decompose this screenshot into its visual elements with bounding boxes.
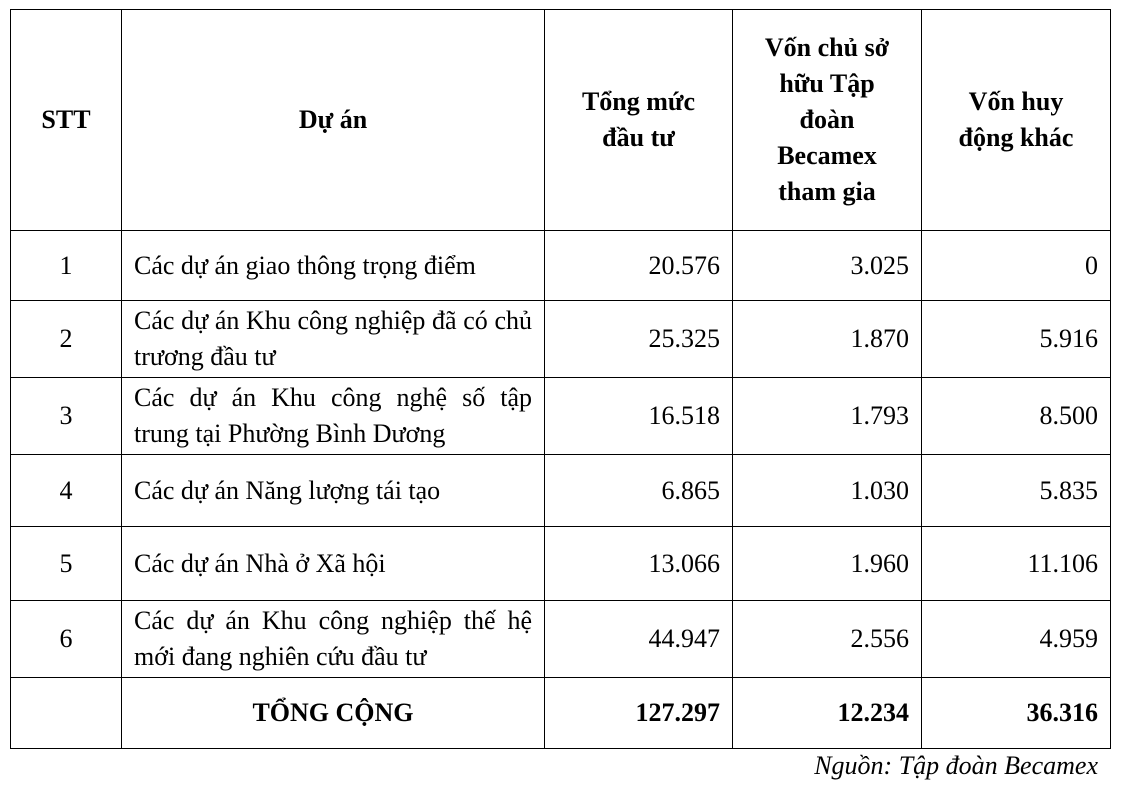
header-stt: STT [11,10,122,231]
cell-stt-empty [11,678,122,749]
cell-becamex-equity: 2.556 [733,601,922,678]
total-investment-sum: 127.297 [545,678,733,749]
cell-project: Các dự án Khu công nghiệp đã có chủ trương đầu tư [122,301,545,378]
header-total-investment: Tổng mức đầu tư [545,10,733,231]
cell-stt: 3 [11,378,122,455]
cell-total-investment: 6.865 [545,455,733,527]
table-row [11,231,1111,301]
investment-table [10,9,1111,749]
cell-stt: 2 [11,301,122,378]
table-row [11,455,1111,527]
cell-becamex-equity: 1.030 [733,455,922,527]
cell-other-capital: 11.106 [922,527,1111,601]
cell-becamex-equity: 1.793 [733,378,922,455]
table-row [11,601,1111,678]
table-header-row [11,10,1111,231]
cell-project: Các dự án giao thông trọng điểm [122,231,545,301]
total-other-sum: 36.316 [922,678,1111,749]
total-label: TỔNG CỘNG [122,678,545,749]
cell-becamex-equity: 3.025 [733,231,922,301]
cell-project: Các dự án Năng lượng tái tạo [122,455,545,527]
source-note: Nguồn: Tập đoàn Becamex [814,751,1098,780]
cell-other-capital: 8.500 [922,378,1111,455]
cell-total-investment: 16.518 [545,378,733,455]
cell-total-investment: 25.325 [545,301,733,378]
cell-becamex-equity: 1.870 [733,301,922,378]
table-row [11,527,1111,601]
cell-project: Các dự án Nhà ở Xã hội [122,527,545,601]
table-row [11,378,1111,455]
table-total-row [11,678,1111,749]
cell-other-capital: 4.959 [922,601,1111,678]
cell-total-investment: 13.066 [545,527,733,601]
cell-project: Các dự án Khu công nghiệp thế hệ mới đang nghiên cứu đầu tư [122,601,545,678]
cell-project: Các dự án Khu công nghệ số tập trung tại Phường Bình Dương [122,378,545,455]
cell-stt: 6 [11,601,122,678]
cell-total-investment: 44.947 [545,601,733,678]
cell-total-investment: 20.576 [545,231,733,301]
table-row [11,301,1111,378]
cell-other-capital: 5.835 [922,455,1111,527]
cell-other-capital: 0 [922,231,1111,301]
header-project: Dự án [122,10,545,231]
cell-stt: 5 [11,527,122,601]
cell-stt: 1 [11,231,122,301]
cell-stt: 4 [11,455,122,527]
header-becamex-equity: Vốn chủ sở hữu Tập đoàn Becamex tham gia [733,10,922,231]
total-equity-sum: 12.234 [733,678,922,749]
header-other-capital: Vốn huy động khác [922,10,1111,231]
cell-becamex-equity: 1.960 [733,527,922,601]
cell-other-capital: 5.916 [922,301,1111,378]
